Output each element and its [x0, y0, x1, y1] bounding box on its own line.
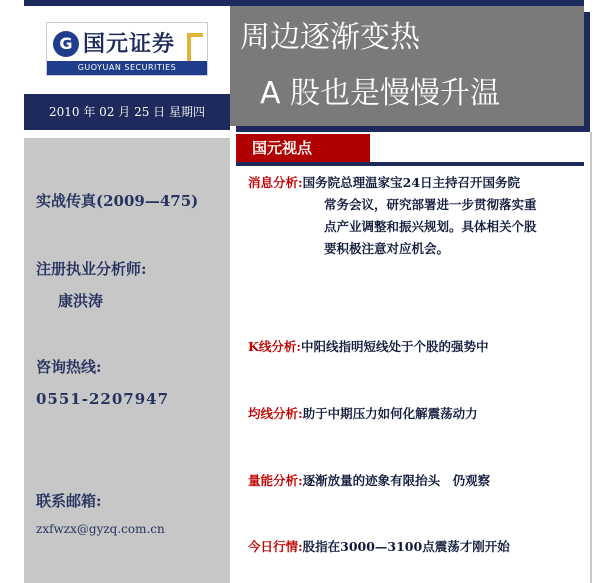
ma-analysis-text: 助于中期压力如何化解震荡动力 [302, 406, 478, 421]
volume-analysis-text: 逐渐放量的迹象有限抬头 仍观察 [302, 473, 491, 488]
section-divider [236, 162, 584, 166]
logo-deco-icon [187, 33, 203, 61]
email-label: 联系邮箱: [36, 492, 102, 510]
news-analysis-label: 消息分析: [248, 175, 303, 190]
news-analysis-line-4: 要积极注意对应机会。 [324, 241, 450, 256]
right-border-line [590, 132, 592, 583]
today-outlook-text: 股指在3000—3100点震荡才刚开始 [302, 539, 510, 554]
section-tab-viewpoint: 国元视点 [236, 134, 370, 162]
logo-name-en: GUOYUAN SECURITIES [47, 61, 207, 75]
email-value[interactable]: zxfwzx@gyzq.com.cn [36, 522, 165, 536]
logo-name-cn: 国元证券 [83, 32, 176, 57]
news-analysis-line-3: 点产业调整和振兴规划。具体相关个股 [324, 219, 537, 234]
headline-shadow-bottom [236, 126, 590, 132]
logo-emblem-icon: G [53, 31, 79, 57]
kline-analysis [248, 337, 489, 355]
analyst-label: 注册执业分析师: [36, 260, 147, 278]
company-logo [46, 22, 208, 76]
left-column [24, 6, 230, 583]
today-outlook [248, 537, 510, 555]
volume-analysis [248, 471, 490, 489]
kline-analysis-label: K线分析: [248, 339, 301, 354]
news-analysis [248, 172, 584, 260]
headline-banner [230, 6, 584, 126]
news-analysis-line-2: 常务会议，研究部署进一步贯彻落实重 [324, 197, 537, 212]
series-number: 实战传真(2009—475) [36, 192, 199, 210]
hotline-number: 0551-2207947 [36, 390, 170, 408]
analyst-name: 康洪涛 [58, 292, 104, 310]
kline-analysis-text: 中阳线指明短线处于个股的强势中 [300, 339, 489, 354]
ma-analysis-label: 均线分析: [248, 406, 303, 421]
headline-line-1: 周边逐渐变热 [240, 20, 420, 55]
headline-shadow-right [584, 12, 590, 130]
info-panel [24, 138, 230, 583]
hotline-label: 咨询热线: [36, 358, 102, 376]
today-outlook-label: 今日行情: [248, 539, 303, 554]
date-bar [24, 94, 230, 130]
ma-analysis [248, 404, 478, 422]
report-date: 2010 年 02 月 25 日 星期四 [49, 105, 205, 119]
headline-line-2: A 股也是慢慢升温 [260, 76, 501, 111]
volume-analysis-label: 量能分析: [248, 473, 303, 488]
news-analysis-line-1: 国务院总理温家宝24日主持召开国务院 [302, 175, 521, 190]
